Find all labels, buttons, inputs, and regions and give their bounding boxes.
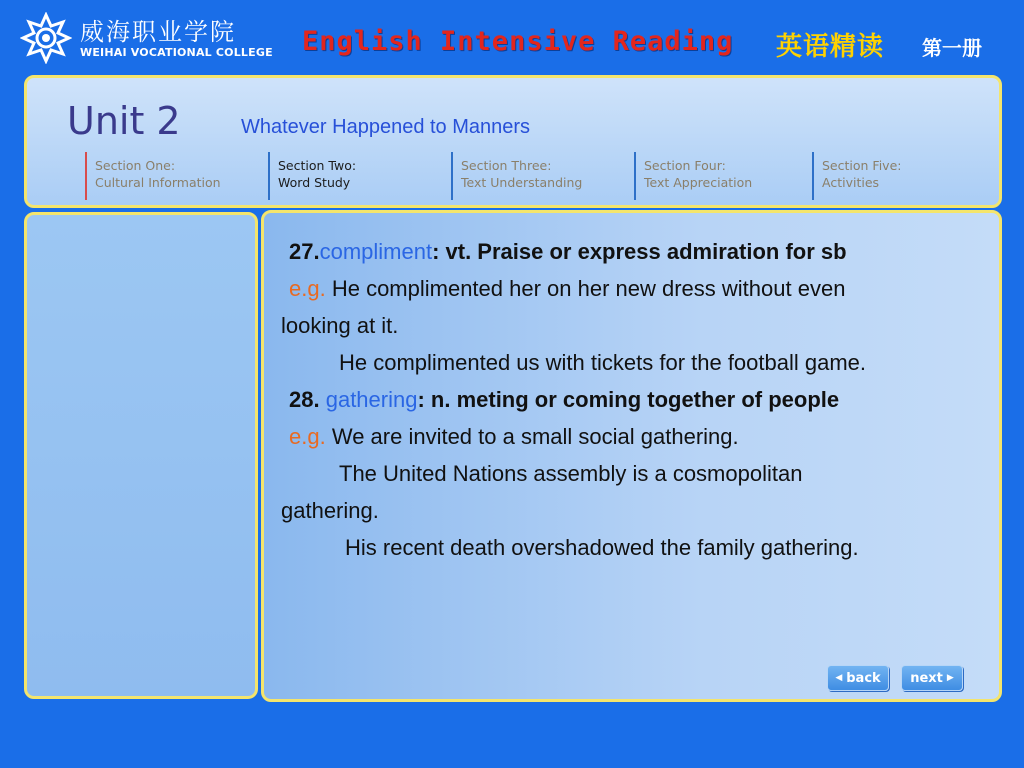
section-tab-number: Section Four: [644, 158, 726, 173]
example-line: The United Nations assembly is a cosmopolitan [339, 461, 803, 486]
example-text: He complimented her on her new dress without even [331, 276, 846, 301]
example-text: We are invited to a small social gathering. [331, 424, 739, 449]
next-button[interactable] [901, 665, 963, 691]
entry-number: 27. [289, 239, 320, 264]
example-label: e.g. [289, 424, 326, 449]
section-tab-title: Text Understanding [461, 175, 583, 190]
back-button[interactable] [827, 665, 889, 691]
section-divider [451, 152, 453, 200]
section-tab-five[interactable] [812, 150, 982, 200]
course-title-chinese: 英语精读 [776, 32, 885, 62]
unit-header-panel [24, 75, 1002, 208]
content-panel [261, 210, 1002, 702]
section-tab-number: Section One: [95, 158, 176, 173]
section-tab-four[interactable] [634, 150, 809, 200]
section-tab-number: Section Three: [461, 158, 552, 173]
section-tab-title: Word Study [278, 175, 351, 190]
entry-term: compliment [319, 239, 433, 264]
entry-term: gathering [325, 387, 418, 412]
top-banner [0, 0, 1024, 78]
section-divider [812, 152, 814, 200]
example-line-continued: gathering. [281, 498, 379, 523]
example-line [289, 423, 739, 451]
section-divider [85, 152, 87, 200]
logo-chinese-name: 威海职业学院 [80, 18, 236, 46]
arrow-right-icon: ▶ [946, 673, 954, 683]
section-divider [634, 152, 636, 200]
section-tab-number: Section Two: [278, 158, 357, 173]
entry-heading [289, 238, 847, 266]
unit-subtitle: Whatever Happened to Manners [241, 116, 531, 138]
section-tab-one[interactable] [85, 150, 265, 200]
example-line-continued: looking at it. [281, 313, 399, 338]
volume-label: 第一册 [922, 36, 982, 60]
entry-number: 28. [289, 387, 320, 412]
logo-english-name: WEIHAI VOCATIONAL COLLEGE [80, 46, 273, 59]
example-line: He complimented us with tickets for the football game. [339, 350, 867, 375]
section-tab-three[interactable] [451, 150, 631, 200]
section-divider [268, 152, 270, 200]
entry-definition: : vt. Praise or express admiration for sb [432, 239, 847, 264]
section-nav [85, 150, 995, 200]
section-tab-title: Cultural Information [95, 175, 221, 190]
back-button-label: back [846, 670, 881, 686]
side-panel [24, 212, 258, 699]
next-button-label: next [910, 670, 943, 686]
example-label: e.g. [289, 276, 326, 301]
example-line [289, 275, 845, 303]
entry-heading [289, 386, 839, 414]
section-tab-two[interactable] [268, 150, 448, 200]
course-title-english: English Intensive Reading [302, 26, 734, 57]
section-tab-number: Section Five: [822, 158, 902, 173]
section-tab-title: Text Appreciation [644, 175, 753, 190]
college-emblem-icon [20, 12, 72, 64]
arrow-left-icon: ◀ [835, 673, 843, 683]
section-tab-title: Activities [822, 175, 880, 190]
college-logo [20, 10, 273, 68]
entry-definition: : n. meting or coming together of people [417, 387, 840, 412]
unit-title: Unit 2 [67, 99, 181, 143]
example-line: His recent death overshadowed the family gathering. [345, 535, 859, 560]
